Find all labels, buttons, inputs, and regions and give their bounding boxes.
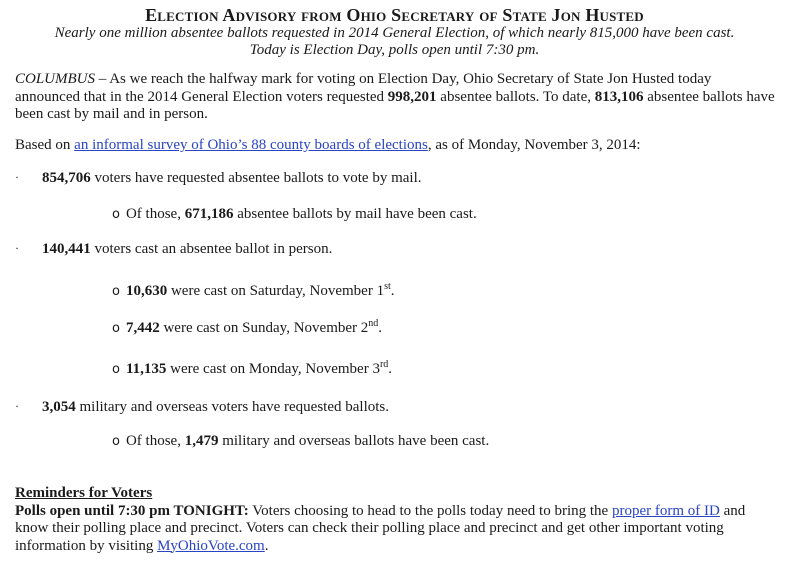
saturday-value: 10,630 [125,283,168,299]
sub-bullet: o [112,321,120,336]
mail-cast-item [112,205,477,224]
reminders-text-2: and know their polling place and precinct. Voters can check their polling place and precinct and get other important voting information by visiting [15,502,746,554]
cast-total: 813,106 [594,88,644,105]
subtitle-line-1: Nearly one million absentee ballots requested in 2014 General Election, of which nearly 815,000 have been cast. [54,25,735,41]
monday-value: 11,135 [125,361,167,377]
sunday-text: were cast on Sunday, November 2 [159,320,369,336]
survey-before-link: Based on [15,137,75,153]
mail-requested-value: 854,706 [42,170,91,186]
monday-text: were cast on Monday, November 3 [166,361,380,377]
military-cast-item [112,432,489,451]
survey-paragraph [15,137,777,155]
military-cast-value: 1,479 [184,433,219,449]
monday-end: . [388,361,393,377]
saturday-item [112,282,395,301]
mail-requested-item [42,169,421,187]
reminders-section [15,485,777,555]
military-requested-value: 3,054 [42,399,76,415]
reminders-paragraph [15,503,777,556]
monday-suffix: rd [379,359,389,370]
reminders-title: Reminders for Voters [15,485,153,501]
intro-text-3: absentee ballots have been cast by mail and in person. [15,88,775,122]
sub-bullet: o [112,434,120,449]
sunday-item [112,319,382,338]
saturday-suffix: st [384,281,391,292]
sub-bullet: o [112,284,120,299]
intro-text-1: As we reach the halfway mark for voting on Election Day, Ohio Secretary of State Jon Husted today announced that in the 2014 General Election voters requested [15,71,712,105]
military-requested-item [42,398,389,416]
in-person-item [42,240,332,258]
monday-item [112,360,392,379]
military-cast-text: military and overseas ballots have been cast. [218,433,490,449]
sunday-end: . [378,320,383,336]
myohiovote-link[interactable]: MyOhioVote.com [157,537,265,554]
proper-id-link[interactable]: proper form of ID [611,502,720,519]
requested-total: 998,201 [387,88,437,105]
advisory-title: Election Advisory from Ohio Secretary of State Jon Husted [145,5,644,25]
military-cast-prefix: Of those, [125,433,185,449]
intro-text-2: absentee ballots. To date, [436,88,595,105]
bullet-dot: · [15,399,19,413]
survey-after-link: , as of Monday, November 3, 2014: [427,137,641,153]
reminders-lead: Polls open until 7:30 pm TONIGHT: [15,502,249,519]
dateline: COLUMBUS [15,71,96,87]
reminders-text-1: Voters choosing to head to the polls today need to bring the [248,502,612,519]
mail-cast-value: 671,186 [184,206,234,222]
intro-paragraph [15,71,777,124]
saturday-text: were cast on Saturday, November 1 [167,283,385,299]
mail-cast-prefix: Of those, [125,206,185,222]
bullet-dot: · [15,170,19,184]
in-person-text: voters cast an absentee ballot in person. [90,241,333,257]
mail-requested-text: voters have requested absentee ballots to vote by mail. [90,170,422,186]
mail-cast-text: absentee ballots by mail have been cast. [233,206,477,222]
in-person-value: 140,441 [42,241,91,257]
sub-bullet: o [112,207,120,222]
subtitle-line-2: Today is Election Day, polls open until 7:30 pm. [249,42,540,58]
sub-bullet: o [112,362,120,377]
sunday-value: 7,442 [125,320,160,336]
military-requested-text: military and overseas voters have requested ballots. [75,399,389,415]
survey-link[interactable]: an informal survey of Ohio’s 88 county boards of elections [74,137,428,153]
bullet-dot: · [15,241,19,255]
saturday-end: . [390,283,395,299]
reminders-end: . [264,537,269,554]
sunday-suffix: nd [368,318,379,329]
dateline-dash: – [95,71,110,87]
